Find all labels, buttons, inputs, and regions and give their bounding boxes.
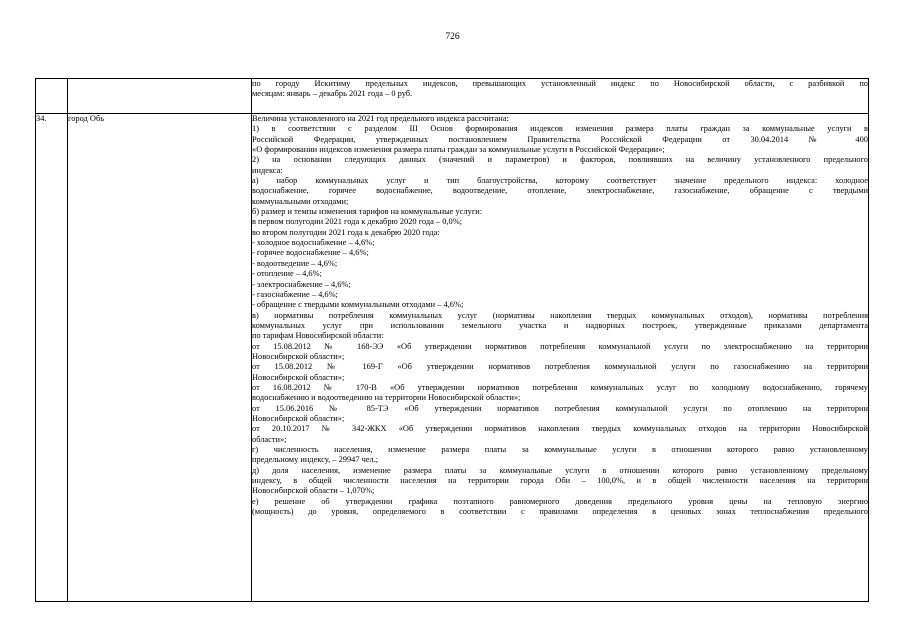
table-row-previous	[36, 79, 869, 114]
text-line: в) нормативы потребления коммунальных услуг (нормативы накопления твердых коммунальных отходов), нормативы потребления	[252, 310, 868, 320]
paragraph	[252, 362, 868, 383]
table-row-ob	[36, 114, 869, 602]
text-line: - газоснабжение – 4,6%;	[252, 289, 338, 299]
text-line: по тарифам Новосибирской области:	[252, 331, 384, 341]
paragraph	[252, 311, 868, 342]
municipality-cell: город Обь	[68, 114, 252, 602]
paragraph	[252, 207, 868, 217]
paragraph	[252, 466, 868, 497]
paragraph	[252, 79, 868, 100]
text-line: «О формировании индексов изменения размера платы граждан за коммунальные услуги в Российской Федерации»;	[252, 145, 665, 155]
text-line: - водоотведение – 4,6%;	[252, 258, 338, 268]
paragraph	[252, 290, 868, 300]
municipality-cell	[68, 79, 252, 114]
rationale-cell	[252, 79, 869, 114]
rationale-text	[252, 79, 868, 100]
text-line: - электроснабжение – 4,6%;	[252, 279, 351, 289]
text-line: коммунальными отходами;	[252, 196, 349, 206]
paragraph	[252, 259, 868, 269]
paragraph	[252, 445, 868, 466]
text-line: (мощность) до уровня, определяемого в соответствии с правилами определения в ценовых зонах теплоснабжения предельного	[252, 507, 868, 517]
text-line: д) доля населения, изменение размера платы за коммунальные услуги в отношении которого равно установленному предельному	[252, 465, 868, 475]
text-line: от 15.06.2016 № 85-ТЭ «Об утверждении нормативов потребления коммунальной услуги по отоплению на территории	[252, 403, 868, 413]
text-line: Новосибирской области – 1,070%;	[252, 486, 375, 496]
text-line: водоснабжению и водоотведению на территории Новосибирской области»;	[252, 393, 521, 403]
text-line: а) набор коммунальных услуг и тип благоустройства, которому соответствует значение предельного индекса: холодное	[252, 176, 868, 186]
text-line: индекса:	[252, 165, 283, 175]
text-line: е) решение об утверждении графика поэтапного равномерного доведения предельного уровня цены на тепловую энергию	[252, 496, 868, 506]
text-line: от 16.08.2012 № 170-В «Об утверждении нормативов потребления коммунальных услуг по холодному водоснабжению, горячему	[252, 382, 868, 392]
text-line: - холодное водоснабжение – 4,6%;	[252, 238, 375, 248]
text-line: - горячее водоснабжение – 4,6%;	[252, 248, 369, 258]
text-line: Новосибирской области»;	[252, 351, 345, 361]
text-line: индексу, в общей численности населения на территории города Оби – 100,0%, и в общей численности населения на территории	[252, 476, 868, 486]
text-line: предельному индексу, – 29947 чел.;	[252, 455, 379, 465]
rationale-text	[252, 114, 868, 517]
text-line: водоснабжение, горячее водоснабжение, водоотведение, отопление, электроснабжение, газоснабжение, обращение с твердыми	[252, 186, 868, 196]
text-line: коммунальных услуг при использовании земельного участка и надворных построек, утвержденные приказами департамента	[252, 320, 868, 330]
paragraph	[252, 497, 868, 518]
text-line: - обращение с твердыми коммунальными отходами – 4,6%;	[252, 300, 464, 310]
text-line: 1) в соответствии с разделом III Основ формирования индексов изменения размера платы граждан за коммунальные услуги в	[252, 124, 868, 134]
text-line: Величина установленного на 2021 год предельного индекса рассчитана:	[252, 114, 509, 123]
text-line: Новосибирской области»;	[252, 413, 345, 423]
row-number-cell: 34.	[36, 114, 68, 602]
text-line: б) размер и темпы изменения тарифов на коммунальные услуги:	[252, 207, 483, 217]
paragraph	[252, 114, 868, 124]
paragraph	[252, 217, 868, 227]
paragraph	[252, 383, 868, 404]
text-line: - отопление – 4,6%;	[252, 269, 322, 279]
text-line: 2) на основании следующих данных (значений и параметров) и факторов, повлиявших на величину установленного предельного	[252, 155, 868, 165]
paragraph	[252, 228, 868, 238]
text-line: Новосибирской области»;	[252, 372, 345, 382]
paragraph	[252, 238, 868, 248]
text-line: во втором полугодии 2021 года к декабрю 2020 года:	[252, 227, 440, 237]
text-line: по городу Искитиму предельных индексов, превышающих установленный индекс по Новосибирской области, с разбивкой по	[252, 79, 868, 88]
paragraph	[252, 342, 868, 363]
text-line: от 20.10.2017 № 342-ЖКХ «Об утверждении нормативов накопления твердых коммунальных отходов на территории Новосибирской	[252, 424, 868, 434]
paragraph	[252, 424, 868, 445]
paragraph	[252, 248, 868, 258]
text-line: от 15.08.2012 № 169-Г «Об утверждении нормативов потребления коммунальной услуги по газоснабжению на территории	[252, 362, 868, 372]
paragraph	[252, 280, 868, 290]
page-number: 726	[445, 32, 460, 42]
text-line: от 15.08.2012 № 168-ЭЭ «Об утверждении нормативов потребления коммунальной услуги по электроснабжению на территории	[252, 341, 868, 351]
text-line: области»;	[252, 434, 287, 444]
row-number-cell	[36, 79, 68, 114]
text-line: г) численность населения, изменение размера платы за коммунальные услуги в отношении которого равно установленному	[252, 445, 868, 454]
paragraph	[252, 269, 868, 279]
paragraph	[252, 155, 868, 176]
text-line: в первом полугодии 2021 года к декабрю 2020 года – 0,0%;	[252, 217, 462, 227]
text-line: Российской Федерации, утвержденных постановлением Правительства Российской Федерации от 30.04.2014 № 400	[252, 134, 868, 144]
paragraph	[252, 404, 868, 425]
paragraph	[252, 124, 868, 155]
paragraph	[252, 176, 868, 207]
text-line: месяцам: январь – декабрь 2021 года – 0 руб.	[252, 89, 413, 99]
paragraph	[252, 300, 868, 310]
rationale-cell	[252, 114, 869, 602]
document-table	[35, 78, 869, 602]
